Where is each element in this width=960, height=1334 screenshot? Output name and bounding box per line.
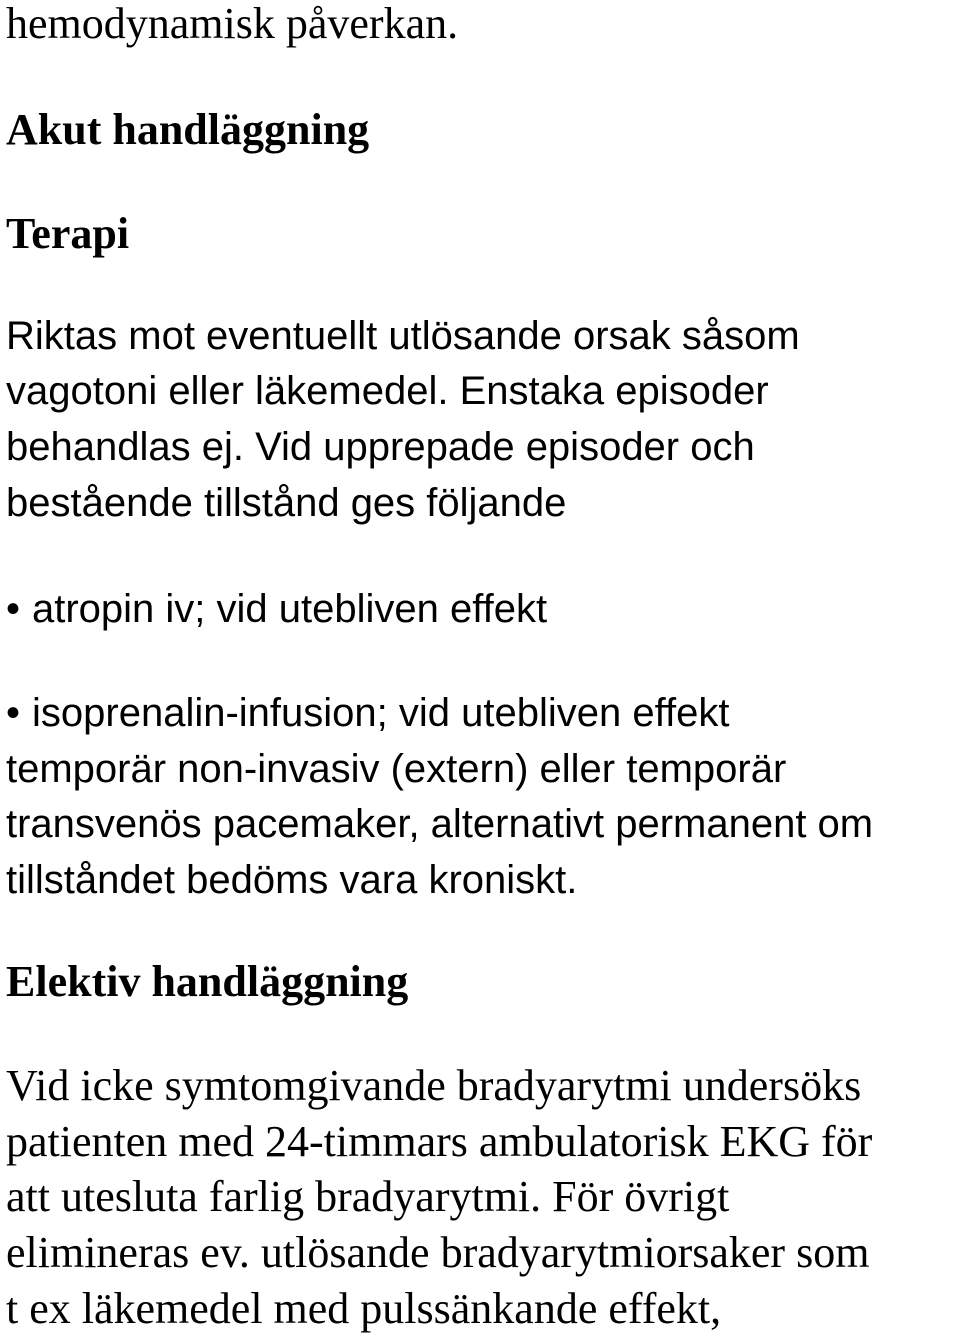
bullet-item-isoprenalin bbox=[6, 693, 729, 733]
elective-text-line: patienten med 24-timmars ambulatorisk EKG för bbox=[6, 1117, 873, 1166]
bullet-continuation-line: transvenös pacemaker, alternativt permanent om bbox=[6, 802, 874, 846]
bullet-icon: • bbox=[6, 691, 21, 735]
bullet-continuation-line: temporär non-invasiv (extern) eller temporär bbox=[6, 747, 787, 791]
elective-text-line: t ex läkemedel med pulssänkande effekt, bbox=[6, 1284, 722, 1333]
bullet-text: isoprenalin-infusion; vid utebliven effekt bbox=[32, 691, 730, 735]
therapy-text-line: behandlas ej. Vid upprepade episoder och bbox=[6, 425, 755, 469]
bullet-text: atropin iv; vid utebliven effekt bbox=[32, 587, 548, 631]
therapy-text-line: bestående tillstånd ges följande bbox=[6, 481, 567, 525]
bullet-icon: • bbox=[6, 587, 21, 631]
heading-elective-management: Elektiv handläggning bbox=[6, 957, 409, 1006]
therapy-text-line: vagotoni eller läkemedel. Enstaka episoder bbox=[6, 369, 769, 413]
bullet-item-atropin bbox=[6, 589, 547, 629]
intro-text-line: hemodynamisk påverkan. bbox=[6, 0, 459, 48]
heading-acute-management: Akut handläggning bbox=[6, 105, 370, 154]
heading-therapy: Terapi bbox=[6, 209, 130, 258]
elective-text-line: att utesluta farlig bradyarytmi. För övrigt bbox=[6, 1172, 730, 1221]
elective-text-line: Vid icke symtomgivande bradyarytmi undersöks bbox=[6, 1061, 862, 1110]
elective-text-line: elimineras ev. utlösande bradyarytmiorsaker som bbox=[6, 1228, 870, 1277]
therapy-text-line: Riktas mot eventuellt utlösande orsak såsom bbox=[6, 314, 800, 358]
bullet-continuation-line: tillståndet bedöms vara kroniskt. bbox=[6, 858, 578, 902]
